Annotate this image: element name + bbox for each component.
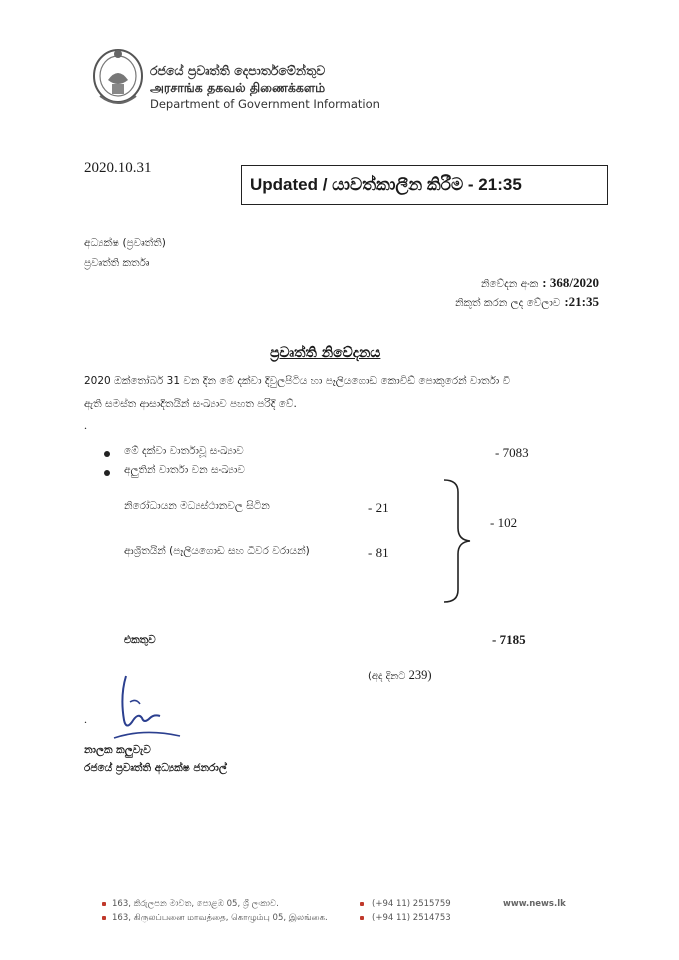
footer-fax: (+94 11) 2514753 (372, 913, 451, 923)
today-count-value: 239) (408, 668, 432, 682)
department-name-english: Department of Government Information (150, 97, 380, 111)
sub-total-value: - 102 (490, 515, 518, 530)
bullet-icon (104, 470, 110, 476)
signer-title: රජයේ ප්‍රවෘත්ති අධ්‍යක්ෂ ජනරාල් (84, 762, 227, 774)
location-icon (102, 916, 106, 920)
footer-address-tamil: 163, கிருலப்பனை மாவத்தை, கொழும்பு 05, இலங்கை. (112, 913, 328, 923)
total-value: - 7185 (492, 632, 526, 647)
sub-item-label-quarantine: නිරෝධායන මධ්‍යස්ථානවල සිටින (124, 500, 270, 512)
phone-icon (360, 902, 364, 906)
sub-item-label-contacts: ආශ්‍රිතයින් (පෑලියගොඩ සහ ධීවර වරායන්) (124, 545, 310, 557)
sub-item-value-contacts: - 81 (368, 545, 389, 560)
curly-brace-icon (440, 478, 480, 604)
body-paragraph-line-1: 2020 ඔක්තෝබර් 31 වන දින මේ දක්වා දිවුලපිටිය හා පෑලියගොඩ කොවිඩ් පොකුරෙන් වාර්තා වී (84, 375, 511, 387)
item-label-reported-total: මේ දක්වා වාර්තාවූ සංඛ්‍යාව (124, 445, 244, 457)
signature-icon (100, 672, 190, 744)
updated-label: Updated / යාවත්කාලීන කිරීම - 21:35 (250, 175, 522, 194)
addressee-news-editor: ප්‍රවෘත්ති කර්තෘ (84, 257, 150, 269)
today-count-prefix: (අද දිනට (368, 671, 406, 682)
item-value-reported-total: - 7083 (495, 445, 529, 460)
release-time (455, 294, 599, 310)
document-date: 2020.10.31 (84, 160, 152, 176)
footer-address-sinhala: 163, කිරුලපන මාවත, පොළඹ 05, ශ්‍රී ලංකාව. (112, 899, 279, 909)
department-name-tamil: அரசாங்க தகவல் திணைக்களம் (150, 80, 326, 95)
location-icon (102, 902, 106, 906)
government-emblem-icon (90, 46, 146, 110)
item-label-newly-reported: අලුතින් වාර්තා වන සංඛ්‍යාව (124, 464, 245, 476)
today-count (368, 668, 431, 683)
addressee-director-news: අධ්‍යක්ෂ (ප්‍රවෘත්ති) (84, 237, 166, 249)
release-number-value: : 368/2020 (542, 275, 599, 290)
sub-item-value-quarantine: - 21 (368, 500, 389, 515)
dot-mark: . (84, 418, 87, 432)
release-number-label: නිවේදන අංක (480, 278, 539, 290)
document-title: ප්‍රවෘත්ති නිවේදනය (270, 345, 381, 361)
release-time-label: නිකුත් කරන ලද වේලාව (454, 297, 561, 309)
signature-dot: . (84, 712, 87, 726)
body-paragraph-line-2: ඇති සමස්ත ආසාදිතයින් සංඛ්‍යාව පහත පරිදි වේ. (84, 398, 297, 410)
footer-website: www.news.lk (503, 899, 566, 909)
department-name-sinhala: රජයේ ප්‍රවෘත්ති දෙපාර්තමේන්තුව (150, 63, 326, 78)
signer-name: නාලක කලුවැව (84, 744, 151, 756)
bullet-icon (104, 451, 110, 457)
release-number (481, 275, 599, 291)
release-time-value: :21:35 (564, 294, 599, 309)
total-label: එකතුව (124, 634, 156, 646)
fax-icon (360, 916, 364, 920)
footer-telephone: (+94 11) 2515759 (372, 899, 451, 909)
